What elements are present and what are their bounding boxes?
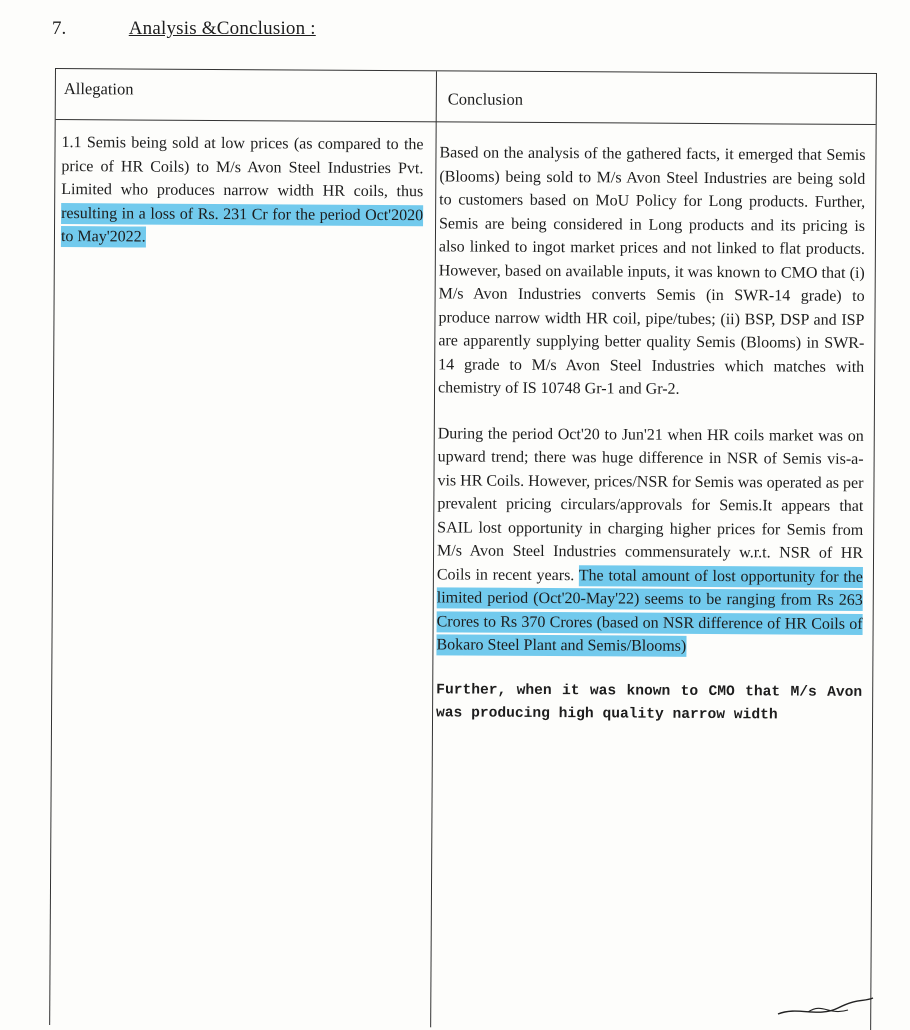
section-title: Analysis &Conclusion : <box>128 18 316 39</box>
column-divider <box>430 71 437 1027</box>
header-allegation: Allegation <box>63 79 134 99</box>
section-heading <box>52 18 316 40</box>
conclusion-paragraph-3: Further, when it was known to CMO that M/s Avon was producing high quality narrow width <box>436 681 863 724</box>
allegation-text: 1.1 Semis being sold at low prices (as compared to the price of HR Coils) to M/s Avon Steel Industries Pvt. Limited who produces narrow width HR coils, thus <box>61 134 424 201</box>
analysis-table <box>49 68 877 1030</box>
conclusion-paragraph-2 <box>436 422 863 660</box>
allegation-cell <box>61 131 424 251</box>
signature-scribble <box>768 992 878 1020</box>
allegation-highlight: resulting in a loss of Rs. 231 Cr for the period Oct'2020 to May'2022. <box>60 204 424 246</box>
header-conclusion: Conclusion <box>447 89 524 109</box>
section-number: 7. <box>52 18 67 39</box>
conclusion-cell <box>436 141 866 728</box>
table-header-row <box>56 69 876 125</box>
conclusion-paragraph-1: Based on the analysis of the gathered facts, it emerged that Semis (Blooms) being sold to M/s Avon Steel Industries are being sold to customers based on MoU Policy for Long products. Further, Semis are being considered in Long products and its pricing is also linked to ingot market prices and not linked to flat products. However, based on available inputs, it was known to CMO that (i) M/s Avon Industries converts Semis (in SWR-14 grade) to produce narrow width HR coil, pipe/tubes; (ii) BSP, DSP and ISP are apparently supplying better quality Semis (Blooms) in SWR-14 grade to M/s Avon Steel Industries which matches with chemistry of IS 10748 Gr-1 and Gr-2. <box>438 144 866 398</box>
conclusion-highlight: The total amount of lost opportunity for the limited period (Oct'20-May'22) seems to be ranging from Rs 263 Crores to Rs 370 Crores (based on NSR difference of HR Coils of Bokaro Steel Plant and Semis/Blooms) <box>436 566 863 655</box>
conclusion-paragraph-2-text: During the period Oct'20 to Jun'21 when HR coils market was on upward trend; there was huge difference in NSR of Semis vis-a-vis HR Coils. However, prices/NSR for Semis was operated as per prevalent pricing circulars/approvals for Semis.It appears that SAIL lost opportunity in charging higher prices for Semis from M/s Avon Steel Industries commensurately w.r.t. NSR of HR Coils in recent years. <box>436 424 864 584</box>
